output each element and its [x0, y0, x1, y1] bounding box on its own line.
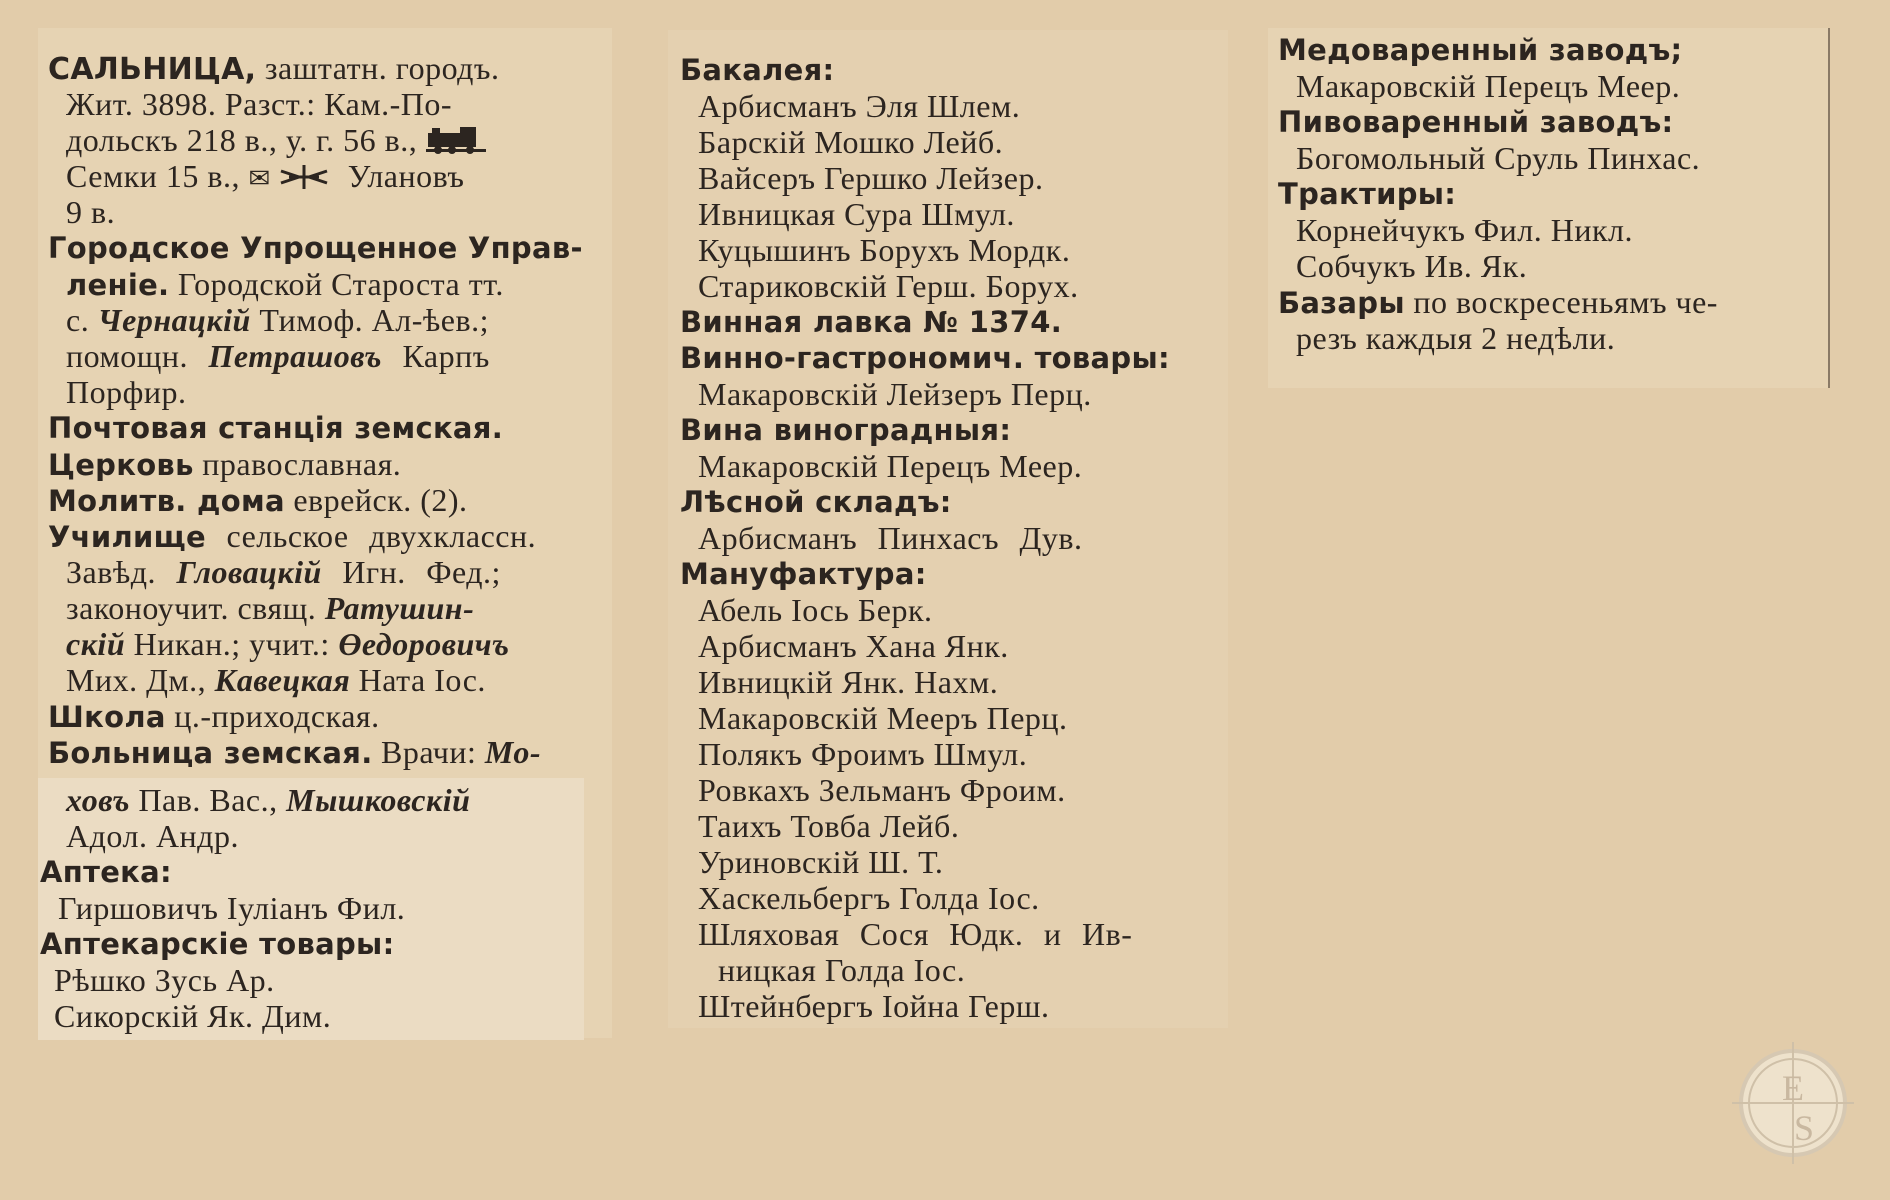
tavern-entry-2: Собчукъ Ив. Як.: [1296, 248, 1528, 284]
watermark-letter-s: S: [1794, 1108, 1815, 1148]
heading-grocery: Бакалея:: [680, 53, 835, 87]
parish-school-line: [48, 698, 380, 735]
law-teacher-surname: Ратушин-: [324, 590, 475, 626]
railway-station-icon: [426, 125, 488, 155]
manufactory-entry-2: Арбисманъ Хана Янк.: [698, 628, 1009, 664]
teacher2-name: Ната Іос.: [358, 662, 486, 698]
church-type: православная.: [202, 446, 402, 482]
assistant-title: помощн.: [66, 338, 189, 374]
starosta-initials: Тимоф. Ал-ѣев.;: [259, 302, 489, 338]
heading-mead-factory: Медоваренный заводъ;: [1278, 33, 1683, 67]
starosta-prefix: с.: [66, 302, 90, 338]
doctor1-surname: Мо-: [484, 734, 542, 770]
bazaar-schedule-cont: резъ каждыя 2 недѣли.: [1296, 320, 1616, 356]
prayer-houses-type: еврейск. (2).: [293, 482, 468, 518]
bazaar-line: [1278, 284, 1718, 321]
heading-timber-yard: Лѣсной складъ:: [680, 485, 952, 519]
distance-line: [66, 122, 488, 158]
teacher-title: Никан.; учит.:: [133, 626, 330, 662]
doctor2-surname: Мышковскій: [286, 782, 471, 818]
pharmacy-owner: Гиршовичъ Іуліанъ Фил.: [58, 890, 406, 926]
distance-text: дольскъ 218 в., у. г. 56 в.,: [66, 122, 418, 158]
heading-pharmacy-goods: Аптекарскіе товары:: [40, 927, 395, 961]
distance-line-end: 9 в.: [66, 194, 116, 230]
heading-pharmacy: Аптека:: [40, 855, 172, 889]
manufactory-entry-6: Ровкахъ Зельманъ Фроим.: [698, 772, 1066, 808]
wine-gastronomy-entry: Макаровскій Лейзеръ Перц.: [698, 376, 1092, 412]
grocery-entry-1: Арбисманъ Эля Шлем.: [698, 88, 1021, 124]
parish-school-type: ц.-приходская.: [174, 698, 380, 734]
population-line: Жит. 3898. Разст.: Кам.-По-: [66, 86, 452, 122]
administration-head-title: Городской Староста тт.: [177, 266, 504, 302]
school-line: [48, 518, 536, 555]
manufactory-entry-1: Абель Іось Берк.: [698, 592, 933, 628]
telegraph-icon: [279, 163, 329, 191]
heading-hospital: Больница земская.: [48, 736, 373, 770]
watermark-letter-e: E: [1782, 1068, 1804, 1108]
manufactory-entry-9: Хаскельбергъ Голда Іос.: [698, 880, 1040, 916]
heading-prayer-houses: Молитв. дома: [48, 484, 285, 518]
doctors-title: Врачи:: [381, 734, 477, 770]
assistant-name: Карпъ: [402, 338, 490, 374]
pharmacy-goods-owner-2: Сикорскій Як. Дим.: [54, 998, 332, 1034]
hospital-line: [48, 734, 541, 771]
brewery-entry: Богомольный Сруль Пинхас.: [1296, 140, 1701, 176]
manufactory-entry-4: Макаровскій Мееръ Перц.: [698, 700, 1068, 736]
manufactory-entry-3: Ивницкій Янк. Нахм.: [698, 664, 999, 700]
teacher2-line: [66, 662, 486, 698]
manufactory-entry-10-cont: ницкая Голда Іос.: [718, 952, 966, 988]
tavern-entry-1: Корнейчукъ Фил. Никл.: [1296, 212, 1634, 248]
heading-wine-gastronomy: Винно-гастрономич. товары:: [680, 341, 1170, 375]
town-heading-line: [48, 50, 499, 88]
manufactory-entry-10: Шляховая Сося Юдк. и Ив-: [698, 916, 1133, 952]
heading-church: Церковь: [48, 448, 194, 482]
starosta-surname: Чернацкій: [97, 302, 251, 338]
heading-taverns: Трактиры:: [1278, 177, 1457, 211]
heading-brewery: Пивоваренный заводъ:: [1278, 105, 1674, 139]
law-teacher-surname-end: скій: [66, 626, 126, 662]
grocery-entry-2: Барскій Мошко Лейб.: [698, 124, 1004, 160]
post-telegraph-line: [66, 158, 464, 197]
assistant-surname: Петрашовъ: [208, 338, 382, 374]
grocery-entry-4: Ивницкая Сура Шмул.: [698, 196, 1015, 232]
starosta-line: [66, 302, 489, 338]
grocery-entry-5: Куцышинъ Борухъ Мордк.: [698, 232, 1071, 268]
heading-manufactory: Мануфактура:: [680, 557, 927, 591]
manufactory-entry-7: Таихъ Товба Лейб.: [698, 808, 960, 844]
assistant-line: [66, 338, 490, 374]
pharmacy-goods-owner-1: Рѣшко Зусь Ар.: [54, 962, 275, 998]
heading-school: Училище: [48, 520, 206, 554]
grape-wines-entry: Макаровскій Перецъ Меер.: [698, 448, 1083, 484]
heading-bazaars: Базары: [1278, 286, 1405, 320]
administration-line: [66, 266, 504, 303]
school-head-title: Завѣд.: [66, 554, 156, 590]
school-head-surname: Гловацкій: [176, 554, 322, 590]
mead-factory-entry: Макаровскій Перецъ Меер.: [1296, 68, 1681, 104]
church-line: [48, 446, 401, 483]
manufactory-entry-5: Полякъ Фроимъ Шмул.: [698, 736, 1028, 772]
heading-grape-wines: Вина виноградныя:: [680, 413, 1012, 447]
town-name: САЛЬНИЦА,: [48, 52, 257, 87]
manufactory-entry-11: Штейнбергъ Іойна Герш.: [698, 988, 1050, 1024]
telegraph-town: Улановъ: [347, 158, 465, 194]
law-teacher-line: [66, 590, 474, 626]
administration-continued: леніе.: [66, 268, 170, 302]
teacher2-surname: Кавецкая: [214, 662, 351, 698]
compass-watermark-icon: [1730, 1040, 1856, 1166]
school-head-initials: Игн. Фед.;: [342, 554, 501, 590]
heading-wine-shop: Винная лавка № 1374.: [680, 305, 1063, 339]
grocery-entry-3: Вайсеръ Гершко Лейзер.: [698, 160, 1044, 196]
law-teacher-title: законоучит. свящ.: [66, 590, 317, 626]
heading-parish-school: Школа: [48, 700, 166, 734]
doctor2-initials: Адол. Андр.: [66, 818, 239, 854]
school-head-line: [66, 554, 501, 590]
manufactory-entry-8: Уриновскій Ш. Т.: [698, 844, 944, 880]
envelope-icon: ✉: [248, 164, 271, 194]
post-distance: Семки 15 в.,: [66, 158, 240, 194]
heading-city-administration: Городское Упрощенное Управ-: [48, 231, 583, 265]
doctor1-surname-end: ховъ: [66, 782, 130, 818]
assistant-patronymic: Порфир.: [66, 374, 187, 410]
bazaar-schedule: по воскресеньямъ че-: [1413, 284, 1718, 320]
school-type: сельское двухклассн.: [226, 518, 537, 554]
heading-post-station: Почтовая станція земская.: [48, 411, 504, 445]
timber-yard-entry: Арбисманъ Пинхасъ Дув.: [698, 520, 1083, 556]
grocery-entry-6: Стариковскій Герш. Борух.: [698, 268, 1079, 304]
teacher-initials: Мих. Дм.,: [66, 662, 207, 698]
town-status: заштатн. городъ.: [264, 50, 500, 86]
doctor1-initials: Пав. Вас.,: [138, 782, 278, 818]
doctors-line: [66, 782, 470, 818]
teacher-surname: Өедоровичъ: [338, 626, 510, 662]
teacher-line: [66, 626, 509, 662]
prayer-houses-line: [48, 482, 468, 519]
